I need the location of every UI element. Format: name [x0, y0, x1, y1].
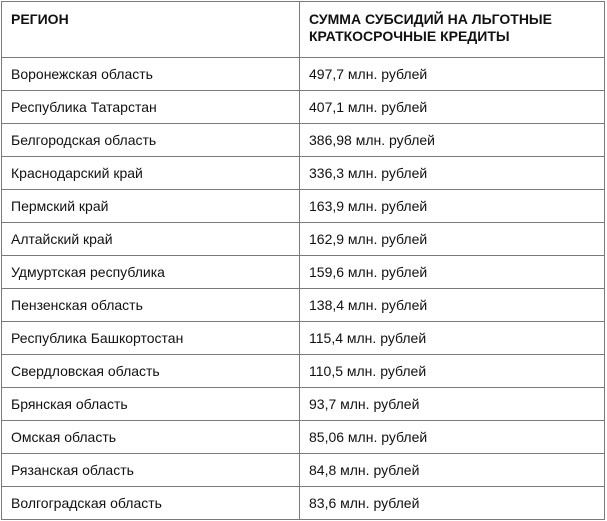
table-row — [2, 421, 605, 454]
region-cell: Белгородская область — [2, 124, 300, 157]
column-header-subsidy: СУММА СУБСИДИЙ НА ЛЬГОТНЫЕ КРАТКОСРОЧНЫЕ КРЕДИТЫ — [300, 2, 605, 58]
header-row — [2, 2, 605, 58]
subsidy-table-container — [1, 1, 605, 520]
table-row — [2, 58, 605, 91]
subsidy-cell: 138,4 млн. рублей — [300, 289, 605, 322]
region-cell: Волгоградская область — [2, 487, 300, 520]
table-row — [2, 322, 605, 355]
table-body — [2, 58, 605, 520]
region-cell: Пермский край — [2, 190, 300, 223]
table-row — [2, 355, 605, 388]
subsidy-cell: 336,3 млн. рублей — [300, 157, 605, 190]
subsidy-cell: 386,98 млн. рублей — [300, 124, 605, 157]
table-row — [2, 388, 605, 421]
subsidy-cell: 83,6 млн. рублей — [300, 487, 605, 520]
region-cell: Омская область — [2, 421, 300, 454]
subsidy-cell: 407,1 млн. рублей — [300, 91, 605, 124]
region-cell: Воронежская область — [2, 58, 300, 91]
region-cell: Краснодарский край — [2, 157, 300, 190]
table-row — [2, 256, 605, 289]
region-cell: Свердловская область — [2, 355, 300, 388]
region-cell: Брянская область — [2, 388, 300, 421]
region-cell: Рязанская область — [2, 454, 300, 487]
region-cell: Республика Башкортостан — [2, 322, 300, 355]
table-row — [2, 223, 605, 256]
table-row — [2, 124, 605, 157]
region-cell: Алтайский край — [2, 223, 300, 256]
table-row — [2, 289, 605, 322]
region-cell: Удмуртская республика — [2, 256, 300, 289]
table-row — [2, 454, 605, 487]
table-header — [2, 2, 605, 58]
subsidy-cell: 159,6 млн. рублей — [300, 256, 605, 289]
table-row — [2, 190, 605, 223]
subsidy-cell: 162,9 млн. рублей — [300, 223, 605, 256]
table-row — [2, 157, 605, 190]
region-cell: Республика Татарстан — [2, 91, 300, 124]
subsidy-cell: 110,5 млн. рублей — [300, 355, 605, 388]
subsidy-cell: 84,8 млн. рублей — [300, 454, 605, 487]
column-header-region: РЕГИОН — [2, 2, 300, 58]
subsidy-cell: 497,7 млн. рублей — [300, 58, 605, 91]
subsidy-cell: 115,4 млн. рублей — [300, 322, 605, 355]
table-row — [2, 91, 605, 124]
region-cell: Пензенская область — [2, 289, 300, 322]
subsidy-table — [1, 1, 605, 520]
subsidy-cell: 85,06 млн. рублей — [300, 421, 605, 454]
table-row — [2, 487, 605, 520]
subsidy-cell: 93,7 млн. рублей — [300, 388, 605, 421]
subsidy-cell: 163,9 млн. рублей — [300, 190, 605, 223]
